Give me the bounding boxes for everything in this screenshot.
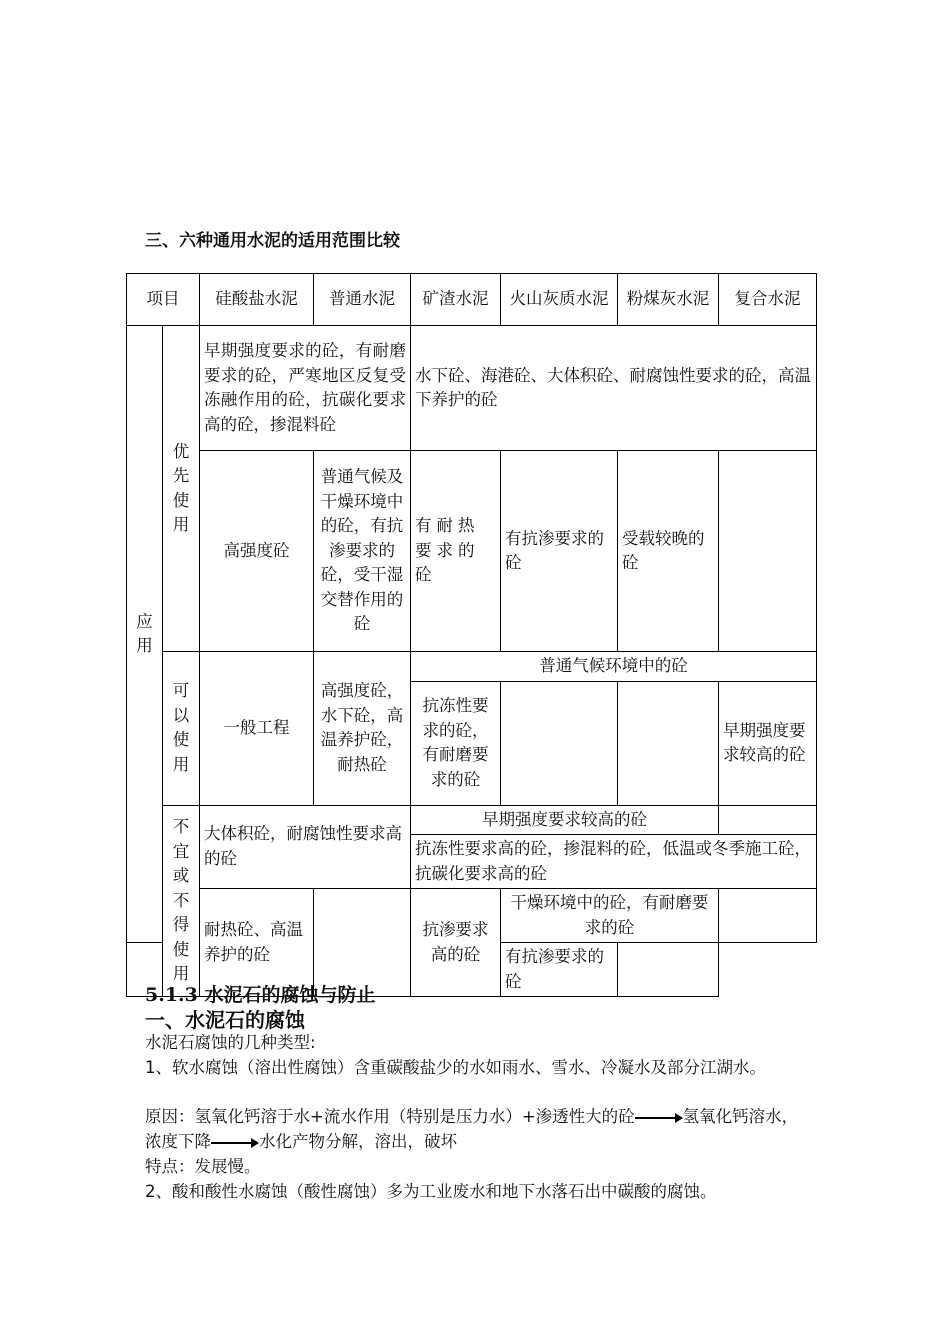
cause-text-b: 氢氧化钙溶水，浓度下降 (145, 1107, 799, 1151)
table-row (127, 652, 817, 682)
row-label-preferred: 优先使用 (163, 326, 200, 652)
table-cell: 高强度砼 (200, 451, 314, 652)
table-header-row (127, 274, 817, 326)
row-label-may-use: 可以使用 (163, 652, 200, 806)
arrow-icon (635, 1113, 683, 1123)
table-cell: 早期强度要求较高的砼 (719, 681, 817, 805)
table-row (127, 805, 817, 835)
table-cell: 早期强度要求较高的砼 (411, 805, 719, 835)
header-slag: 矿渣水泥 (411, 274, 501, 326)
table-cell (501, 681, 618, 805)
table-cell: 抗渗要求高的砼 (411, 889, 501, 997)
row-label-application: 应用 (127, 326, 163, 943)
cement-comparison-table (126, 273, 817, 997)
table-cell: 普通气候环境中的砼 (411, 652, 817, 682)
table-row (127, 451, 817, 652)
table-cell: 有抗渗要求的砼 (501, 451, 618, 652)
table-row (127, 889, 817, 943)
header-pozzolan: 火山灰质水泥 (501, 274, 618, 326)
table-cell (719, 805, 817, 835)
table-cell: 有抗渗要求的砼 (501, 943, 618, 997)
table-cell: 抗冻性要求高的砼，掺混料的砼，低温或冬季施工砼，抗碳化要求高的砼 (411, 835, 817, 889)
table-row (127, 326, 817, 451)
header-ordinary: 普通水泥 (314, 274, 411, 326)
header-item: 项目 (127, 274, 200, 326)
cause-text-a: 原因：氢氧化钙溶于水+流水作用（特别是压力水）+渗透性大的砼 (145, 1107, 635, 1126)
header-flyash: 粉煤灰水泥 (618, 274, 719, 326)
table-cell (618, 681, 719, 805)
table-cell: 一般工程 (200, 652, 314, 806)
section-heading: 三、六种通用水泥的适用范围比较 (145, 231, 400, 251)
table-cell: 受载较晚的砼 (618, 451, 719, 652)
table-cell (618, 943, 719, 997)
table-cell: 水下砼、海港砼、大体积砼、耐腐蚀性要求的砼，高温下养护的砼 (411, 326, 817, 451)
paragraph-feature: 特点：发展慢。 (145, 1157, 261, 1176)
table-cell (719, 451, 817, 652)
table-cell: 干燥环境中的砼，有耐磨要求的砼 (501, 889, 719, 943)
table-cell: 抗冻性要求的砼，有耐磨要求的砼 (411, 681, 501, 805)
header-portland: 硅酸盐水泥 (200, 274, 314, 326)
section-title: 5.1.3 水泥石的腐蚀与防止 (145, 984, 376, 1006)
paragraph-cause (145, 1104, 810, 1154)
table-cell: 普通气候及干燥环境中的砼，有抗渗要求的砼，受干湿交替作用的砼 (314, 451, 411, 652)
cause-text-c: 水化产物分解，溶出，破坏 (259, 1132, 457, 1151)
subsection-title: 一、水泥石的腐蚀 (145, 1008, 305, 1032)
table-cell (719, 889, 817, 943)
paragraph-item-2: 2、酸和酸性水腐蚀（酸性腐蚀）多为工业废水和地下水落石出中碳酸的腐蚀。 (145, 1182, 717, 1201)
table-cell: 高强度砼，水下砼，高温养护砼，耐热砼 (314, 652, 411, 806)
table-cell: 早期强度要求的砼，有耐磨要求的砼，严寒地区反复受冻融作用的砼，抗碳化要求高的砼，掺混料砼 (200, 326, 411, 451)
table-cell: 有耐热要求的砼 (411, 451, 501, 652)
table-cell: 大体积砼，耐腐蚀性要求高的砼 (200, 805, 411, 889)
intro-text: 水泥石腐蚀的几种类型: (145, 1033, 316, 1052)
table-cell: 耐热砼、高温养护的砼 (200, 889, 314, 997)
header-composite: 复合水泥 (719, 274, 817, 326)
row-label-not-recommended: 不宜或不得使用 (163, 805, 200, 997)
paragraph-item-1: 1、软水腐蚀（溶出性腐蚀）含重碳酸盐少的水如雨水、雪水、冷凝水及部分江湖水。 (145, 1058, 766, 1077)
arrow-icon (211, 1138, 259, 1148)
